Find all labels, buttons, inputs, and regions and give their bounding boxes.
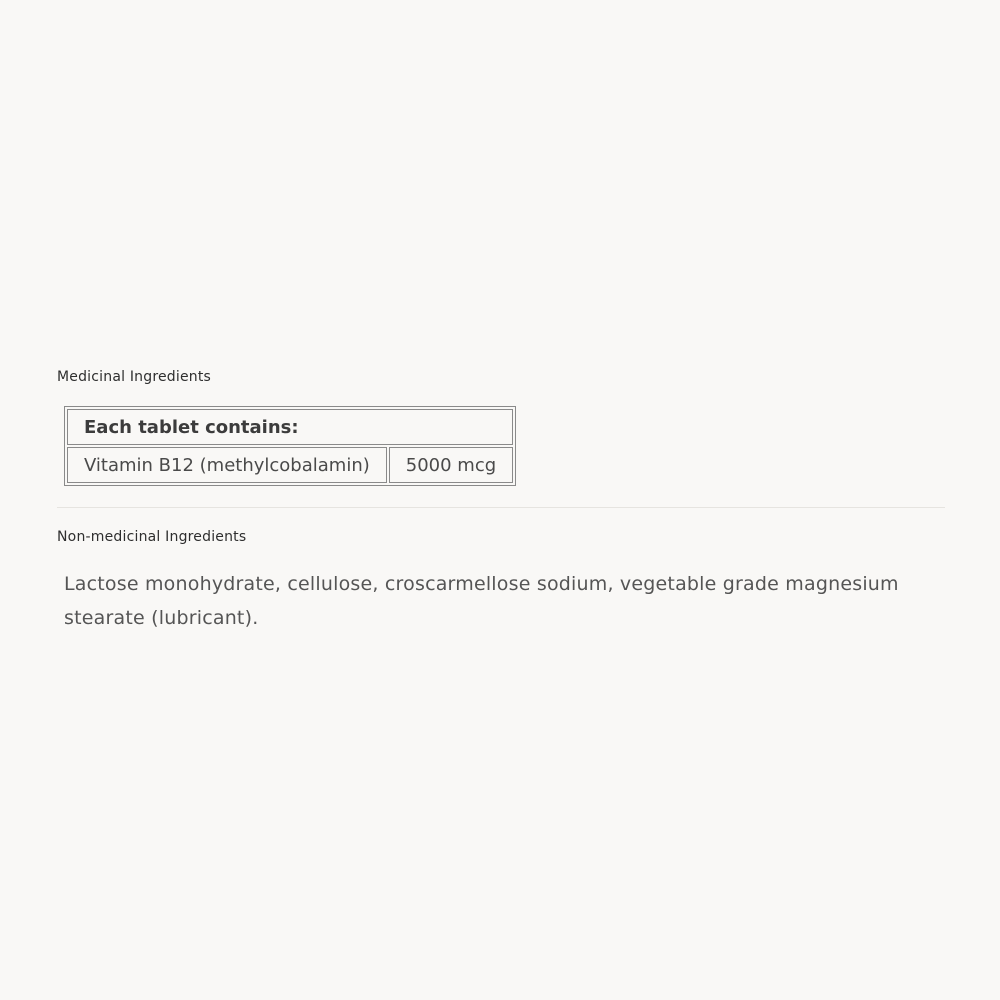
section-divider <box>57 507 945 508</box>
ingredient-name-cell: Vitamin B12 (methylcobalamin) <box>67 447 387 483</box>
non-medicinal-ingredients-text: Lactose monohydrate, cellulose, croscarmellose sodium, vegetable grade magnesium stearate (lubricant). <box>64 573 899 629</box>
table-header-cell: Each tablet contains: <box>67 409 513 445</box>
medicinal-ingredients-table <box>64 406 516 486</box>
medicinal-ingredients-heading: Medicinal Ingredients <box>57 369 212 385</box>
non-medicinal-ingredients-heading: Non-medicinal Ingredients <box>57 529 247 545</box>
ingredient-amount-cell: 5000 mcg <box>389 447 513 483</box>
table-row <box>67 447 513 483</box>
table-header-row <box>67 409 513 445</box>
